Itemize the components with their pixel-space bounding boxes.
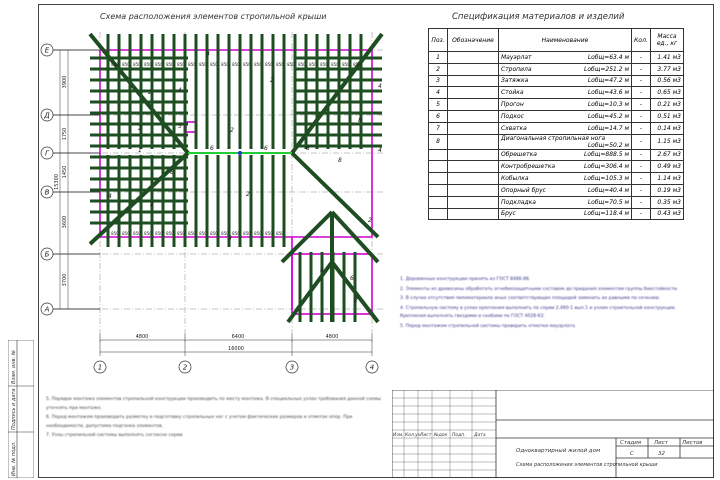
spacing-label: 850 bbox=[243, 62, 251, 67]
spec-name bbox=[499, 149, 632, 161]
spec-mass: 0.65 м3 bbox=[651, 87, 684, 99]
spec-qty: - bbox=[632, 173, 651, 185]
spec-name-text: Опорный брус bbox=[501, 186, 546, 194]
spec-name-text: Стойка bbox=[501, 89, 524, 97]
spec-title: Спецификация материалов и изделий bbox=[452, 12, 625, 22]
position-label: 8 bbox=[320, 267, 324, 274]
stamp-col-list: Лист bbox=[420, 433, 432, 438]
spec-length: Lобщ=118.4 м bbox=[583, 210, 629, 218]
position-label: 3 bbox=[228, 235, 232, 242]
note-left: 6. Перед монтажом производить разметку и подготовку стропильных ног с учетом фактических размеров и отметок опор. При необходимости, допустима подгонка элементов. bbox=[46, 415, 353, 429]
spec-header-pos: Поз. bbox=[429, 29, 448, 52]
spec-designation bbox=[448, 196, 499, 208]
hip-rafter bbox=[292, 153, 378, 237]
stamp-building: Одноквартирный жилой дом bbox=[516, 448, 601, 454]
spec-pos bbox=[429, 161, 448, 173]
position-label: 2 bbox=[368, 217, 372, 224]
position-label: 4 bbox=[108, 193, 112, 200]
spec-qty: - bbox=[632, 184, 651, 196]
spacing-label: 850 bbox=[122, 231, 130, 236]
sidebar-stamp bbox=[8, 340, 34, 478]
spec-qty: - bbox=[632, 208, 651, 220]
spec-mass: 3.77 м3 bbox=[651, 63, 684, 75]
spec-designation bbox=[448, 149, 499, 161]
spec-qty: - bbox=[632, 122, 651, 134]
spec-name-text: Брус bbox=[501, 210, 516, 218]
spec-pos: 2 bbox=[429, 63, 448, 75]
note-right: 1. Деревянные конструкции принять из ГОСТ 8486-86. bbox=[400, 277, 531, 282]
spacing-label: 850 bbox=[232, 62, 240, 67]
position-label: 2 bbox=[354, 297, 358, 304]
spec-qty: - bbox=[632, 149, 651, 161]
spacing-label: 850 bbox=[188, 231, 196, 236]
position-label: 6 bbox=[350, 275, 354, 282]
axis-row-label: В bbox=[44, 188, 50, 197]
spec-name bbox=[499, 134, 632, 149]
spacing-label: 850 bbox=[210, 62, 218, 67]
spec-row bbox=[429, 87, 684, 99]
spacing-label: 850 bbox=[133, 62, 141, 67]
position-label: 6 bbox=[210, 145, 214, 152]
spec-row bbox=[429, 99, 684, 111]
spec-designation bbox=[448, 110, 499, 122]
spacing-label: 850 bbox=[199, 62, 207, 67]
position-label: 8 bbox=[170, 169, 174, 176]
spec-name bbox=[499, 63, 632, 75]
note-left: 7. Узлы стропильной системы выполнять согласно серии. bbox=[46, 433, 184, 438]
axis-row-label: Д bbox=[44, 111, 50, 120]
dim-row: 3600 bbox=[62, 215, 68, 229]
spacing-label: 850 bbox=[353, 62, 361, 67]
spec-header-mass: Масса ед., кг bbox=[651, 29, 684, 52]
spec-length: Lобщ=63.4 м bbox=[587, 53, 629, 61]
spacing-label: 850 bbox=[199, 231, 207, 236]
spec-qty: - bbox=[632, 99, 651, 111]
spec-name-text: Схватка bbox=[501, 124, 527, 132]
sidebar-label-replaces: Взам. инв. № bbox=[11, 350, 17, 384]
spec-length: Lобщ=40.4 м bbox=[587, 186, 629, 194]
spec-name bbox=[499, 87, 632, 99]
spec-qty: - bbox=[632, 161, 651, 173]
spec-qty: - bbox=[632, 134, 651, 149]
spec-pos bbox=[429, 173, 448, 185]
position-label: 2 bbox=[138, 125, 142, 132]
spec-length: Lобщ=70.5 м bbox=[587, 198, 629, 206]
spec-pos: 5 bbox=[429, 99, 448, 111]
spec-name bbox=[499, 173, 632, 185]
position-label: 4 bbox=[178, 87, 182, 94]
position-label: 1 bbox=[138, 147, 142, 154]
spec-mass: 0.21 м3 bbox=[651, 99, 684, 111]
spec-pos: 7 bbox=[429, 122, 448, 134]
spec-mass: 2.67 м3 bbox=[651, 149, 684, 161]
spec-qty: - bbox=[632, 75, 651, 87]
spacing-label: 850 bbox=[155, 231, 163, 236]
spec-designation bbox=[448, 184, 499, 196]
position-label: 2 bbox=[150, 201, 154, 208]
stamp-stage: С bbox=[630, 451, 634, 457]
spacing-label: 850 bbox=[298, 62, 306, 67]
stamp-sheets-header: Листов bbox=[682, 440, 703, 446]
stamp-col-izm: Изм. bbox=[393, 433, 404, 438]
spacing-label: 850 bbox=[265, 231, 273, 236]
position-label: 8 bbox=[338, 157, 342, 164]
axis-row-label: Г bbox=[45, 149, 49, 158]
spec-pos: 6 bbox=[429, 110, 448, 122]
note-right: 2. Элементы из древесины обработать огнебиозащитными составом до придания элементам группы биостойкости. bbox=[400, 286, 679, 292]
spec-designation bbox=[448, 52, 499, 64]
spec-name-text: Обрешетка bbox=[501, 151, 537, 159]
spec-mass: 0.19 м3 bbox=[651, 184, 684, 196]
spacing-label: 850 bbox=[111, 231, 119, 236]
spec-designation bbox=[448, 134, 499, 149]
dim-total: 16000 bbox=[228, 346, 244, 352]
spacing-label: 850 bbox=[276, 62, 284, 67]
spec-mass: 1.14 м3 bbox=[651, 173, 684, 185]
position-label: 6 bbox=[264, 145, 268, 152]
spec-name bbox=[499, 161, 632, 173]
spec-table bbox=[428, 28, 684, 220]
stamp-stage-header: Стадия bbox=[620, 440, 642, 446]
dim-row-total: 15300 bbox=[54, 174, 60, 190]
spacing-label: 850 bbox=[320, 62, 328, 67]
spec-name-text: Кобылка bbox=[501, 175, 529, 183]
axis-col-label: 2 bbox=[182, 363, 188, 372]
spec-mass: 0.56 м3 bbox=[651, 75, 684, 87]
spacing-label: 850 bbox=[287, 62, 295, 67]
spec-name-text: Прогон bbox=[501, 101, 524, 109]
position-label: 8 bbox=[306, 145, 310, 152]
spec-name bbox=[499, 208, 632, 220]
spec-mass: 0.14 м3 bbox=[651, 122, 684, 134]
spec-mass: 1.41 м3 bbox=[651, 52, 684, 64]
dim-col-3: 4800 bbox=[325, 334, 339, 340]
spec-row bbox=[429, 63, 684, 75]
spacing-label: 850 bbox=[210, 231, 218, 236]
spec-name bbox=[499, 122, 632, 134]
spec-row bbox=[429, 134, 684, 149]
spec-row bbox=[429, 52, 684, 64]
stamp-sheet-name: Схема расположения элементов стропильной крыши bbox=[516, 462, 658, 468]
position-label: 5 bbox=[178, 123, 182, 130]
notes-right bbox=[400, 276, 700, 332]
axis-col-label: 1 bbox=[97, 363, 103, 372]
position-label: 4 bbox=[378, 83, 382, 90]
spec-name bbox=[499, 196, 632, 208]
spec-length: Lобщ=306.4 м bbox=[583, 163, 629, 171]
note-right: 3. В случае отсутствия пиломатериала иных соответствующих площадей заменить их равными по сечению. bbox=[400, 296, 661, 301]
spec-row bbox=[429, 196, 684, 208]
spec-length: Lобщ=888.5 м bbox=[583, 151, 629, 159]
spacing-label: 850 bbox=[342, 62, 350, 67]
spec-name bbox=[499, 52, 632, 64]
spacing-label: 850 bbox=[254, 62, 262, 67]
dim-row: 3700 bbox=[62, 273, 68, 287]
spec-pos: 8 bbox=[429, 134, 448, 149]
stamp-col-sign: Подп. bbox=[452, 433, 466, 438]
axis-row-label: Е bbox=[44, 46, 50, 55]
spec-pos: 1 bbox=[429, 52, 448, 64]
spec-designation bbox=[448, 63, 499, 75]
position-label: 4 bbox=[206, 51, 210, 58]
spec-length: Lобщ=105.3 м bbox=[583, 175, 629, 183]
spec-name-text: Подкос bbox=[501, 112, 524, 120]
spec-name-text: Диагональная стропильная нога bbox=[501, 134, 606, 142]
spacing-label: 850 bbox=[188, 62, 196, 67]
spec-qty: - bbox=[632, 110, 651, 122]
spec-designation bbox=[448, 87, 499, 99]
spec-qty: - bbox=[632, 87, 651, 99]
spec-qty: - bbox=[632, 196, 651, 208]
spacing-label: 850 bbox=[155, 62, 163, 67]
note-left: 5. Порядок монтажа элементов стропильной конструкции производить по месту монтажа. В специальных узлах требования данной схемы уточнять при монтаже. bbox=[46, 397, 381, 411]
sidebar-label-inv: Инв. № подл. bbox=[11, 441, 17, 476]
spacing-label: 850 bbox=[243, 231, 251, 236]
spec-row bbox=[429, 173, 684, 185]
spec-length: Lобщ=14.7 м bbox=[587, 124, 629, 132]
position-label: 2 bbox=[270, 77, 274, 84]
spec-name-text: Стропила bbox=[501, 65, 532, 73]
spec-pos bbox=[429, 208, 448, 220]
spec-header-qty: Кол. bbox=[632, 29, 651, 52]
stamp-sheet: 32 bbox=[658, 451, 665, 457]
spec-pos bbox=[429, 184, 448, 196]
spacing-label: 850 bbox=[232, 231, 240, 236]
spacing-label: 850 bbox=[111, 62, 119, 67]
spec-mass: 1.15 м3 bbox=[651, 134, 684, 149]
spec-length: Lобщ=50.2 м bbox=[587, 141, 629, 149]
spec-mass: 0.43 м3 bbox=[651, 208, 684, 220]
spacing-label: 850 bbox=[166, 231, 174, 236]
spec-header-designation: Обозначение bbox=[448, 29, 499, 52]
spec-mass: 0.49 м3 bbox=[651, 161, 684, 173]
spec-length: Lобщ=10.3 м bbox=[587, 101, 629, 109]
spacing-label: 850 bbox=[254, 231, 262, 236]
axis-col-label: 3 bbox=[289, 363, 295, 372]
spec-designation bbox=[448, 122, 499, 134]
ridge-marker bbox=[238, 151, 242, 155]
axis-row-label: А bbox=[44, 305, 50, 314]
spacing-label: 850 bbox=[166, 62, 174, 67]
dim-row: 1750 bbox=[62, 127, 68, 141]
spec-pos: 3 bbox=[429, 75, 448, 87]
spec-designation bbox=[448, 208, 499, 220]
spacing-label: 850 bbox=[177, 62, 185, 67]
spec-row bbox=[429, 75, 684, 87]
axis-col-label: 4 bbox=[369, 363, 375, 372]
spacing-label: 850 bbox=[331, 62, 339, 67]
spec-row bbox=[429, 161, 684, 173]
stamp-sheet-header: Лист bbox=[654, 440, 668, 446]
notes-left bbox=[46, 396, 386, 442]
spacing-label: 850 bbox=[144, 62, 152, 67]
spacing-label: 850 bbox=[276, 231, 284, 236]
position-label: 4 bbox=[378, 147, 382, 154]
spec-row bbox=[429, 122, 684, 134]
spacing-label: 850 bbox=[122, 62, 130, 67]
spec-name-text: Мауэрлат bbox=[501, 53, 532, 61]
spec-designation bbox=[448, 173, 499, 185]
spec-length: Lобщ=45.2 м bbox=[587, 112, 629, 120]
spec-row bbox=[429, 208, 684, 220]
spec-pos bbox=[429, 196, 448, 208]
position-label: 2 bbox=[148, 89, 152, 96]
spec-name bbox=[499, 75, 632, 87]
dim-row: 3900 bbox=[62, 75, 68, 89]
spec-row bbox=[429, 184, 684, 196]
spec-row bbox=[429, 149, 684, 161]
spacing-label: 850 bbox=[309, 62, 317, 67]
spec-designation bbox=[448, 75, 499, 87]
position-label: 2 bbox=[230, 127, 234, 134]
spec-mass: 0.51 м3 bbox=[651, 110, 684, 122]
spec-pos: 4 bbox=[429, 87, 448, 99]
axis-row-label: Б bbox=[44, 250, 50, 259]
spacing-label: 850 bbox=[265, 62, 273, 67]
scheme-title: Схема расположения элементов стропильной крыши bbox=[100, 12, 327, 21]
spec-designation bbox=[448, 99, 499, 111]
spec-mass: 0.35 м3 bbox=[651, 196, 684, 208]
spec-qty: - bbox=[632, 63, 651, 75]
spec-designation bbox=[448, 161, 499, 173]
sidebar-label-signature: Подпись и дата bbox=[11, 388, 17, 430]
spacing-label: 850 bbox=[144, 231, 152, 236]
spacing-label: 850 bbox=[221, 231, 229, 236]
spec-header-name: Наименование bbox=[499, 29, 632, 52]
spacing-label: 850 bbox=[133, 231, 141, 236]
spec-qty: - bbox=[632, 52, 651, 64]
title-block bbox=[392, 390, 714, 478]
spec-name-text: Подкладка bbox=[501, 198, 536, 206]
position-label: 8 bbox=[358, 117, 362, 124]
spacing-label: 850 bbox=[177, 231, 185, 236]
position-label: 2 bbox=[246, 191, 250, 198]
spacing-label: 850 bbox=[221, 62, 229, 67]
spec-name-text: Затяжка bbox=[501, 77, 529, 85]
note-right: 5. Перед монтажом стропильной системы проверить отметки мауэрлата. bbox=[400, 323, 577, 329]
spec-name-text: Контробрешетка bbox=[501, 163, 556, 171]
spec-length: Lобщ=43.6 м bbox=[587, 89, 629, 97]
spec-length: Lобщ=47.2 м bbox=[587, 77, 629, 85]
dim-row: 1450 bbox=[62, 165, 68, 179]
spec-name bbox=[499, 184, 632, 196]
spec-length: Lобщ=251.2 м bbox=[583, 65, 629, 73]
spec-pos bbox=[429, 149, 448, 161]
note-right: 4. Стропильную систему в узлах крепления выполнить по серии 2.460-1 вып.1 и узлам строительной конструкции. Крепления выполнять гвоздями и скобами по ГОСТ 4028-63. bbox=[400, 305, 676, 319]
dim-col-1: 4800 bbox=[135, 334, 149, 340]
stamp-col-kol: Кол.уч bbox=[405, 433, 421, 438]
spec-row bbox=[429, 110, 684, 122]
spec-name bbox=[499, 99, 632, 111]
roof-plan bbox=[38, 22, 398, 377]
stamp-col-date: Дата bbox=[474, 433, 486, 438]
dim-col-2: 6400 bbox=[231, 334, 245, 340]
stamp-col-doc: №док bbox=[434, 433, 448, 438]
spec-name bbox=[499, 110, 632, 122]
